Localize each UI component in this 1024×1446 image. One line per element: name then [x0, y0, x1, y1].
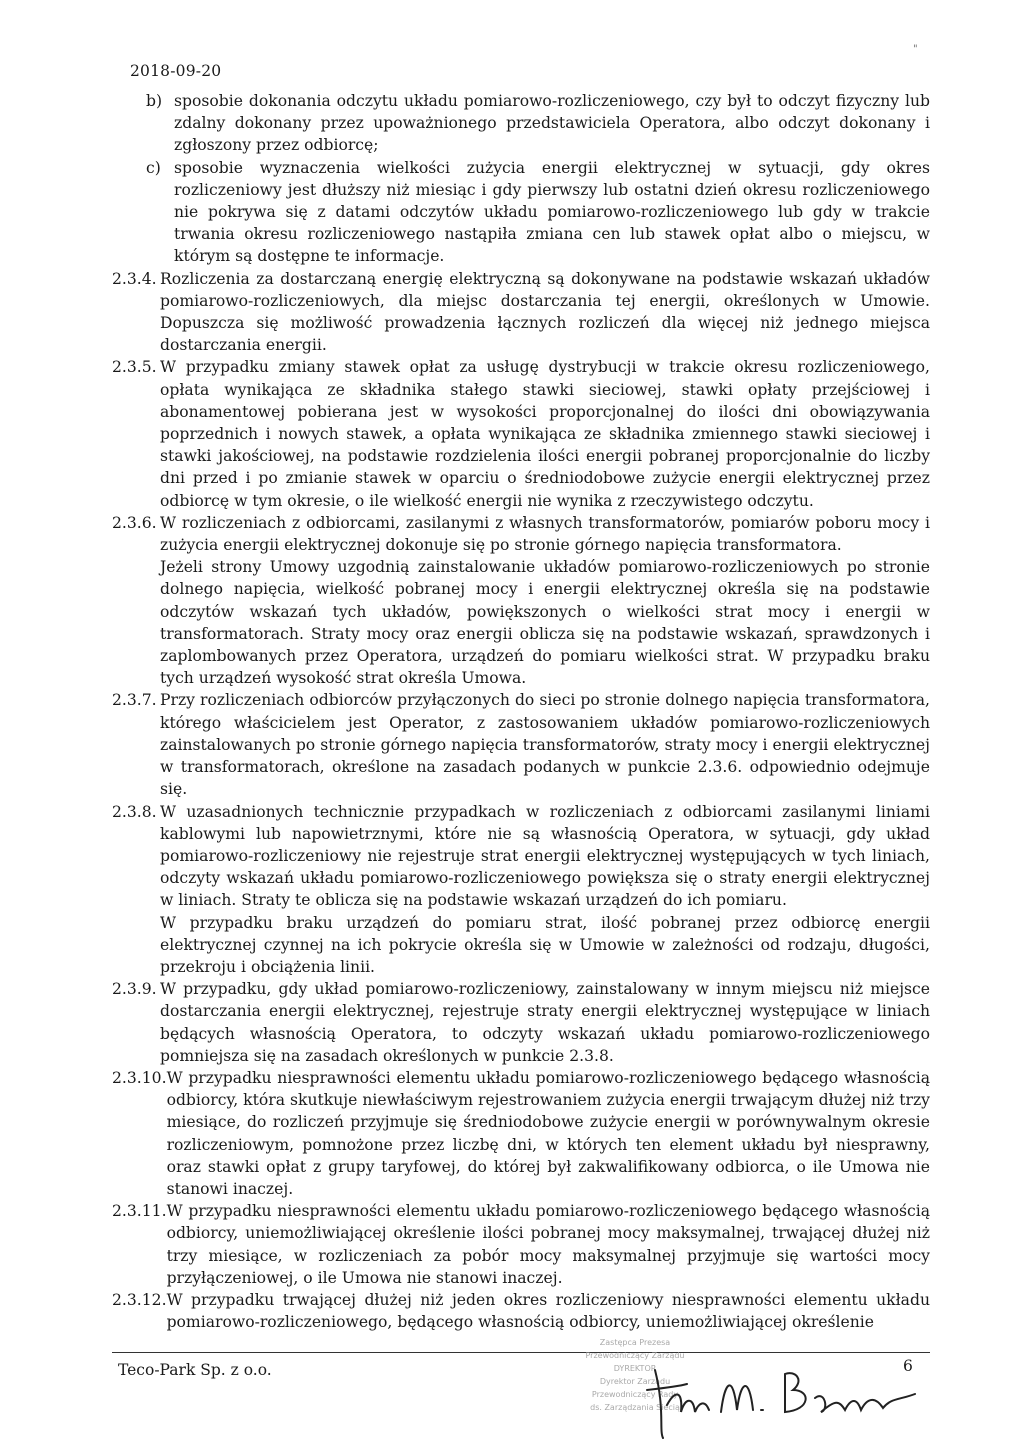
- sub-item-list: [112, 90, 930, 268]
- section-body: [167, 1289, 930, 1333]
- section-number: 2.3.6.: [112, 513, 157, 532]
- corner-mark: ": [913, 44, 918, 55]
- document-body: [112, 90, 930, 1333]
- footer-company: Teco-Park Sp. z o.o.: [118, 1361, 272, 1379]
- handwritten-signature: [625, 1350, 925, 1440]
- document-date: 2018-09-20: [130, 62, 222, 80]
- stamp-line: Przewodniczący Rady: [591, 1390, 679, 1399]
- section-item: [112, 1289, 930, 1333]
- sub-item-marker: c): [146, 158, 161, 177]
- section-body: [160, 978, 930, 1067]
- section-item: [112, 1067, 930, 1200]
- section-item: [112, 689, 930, 800]
- section-paragraph: W przypadku trwającej dłużej niż jeden okres rozliczeniowy niesprawności elementu układu pomiarowo-rozliczeniowego, będącego własnością odbiorcy, uniemożliwiającej określenie: [166, 1290, 930, 1332]
- section-list: [112, 268, 930, 1334]
- stamp-line: Przewodniczący Zarządu: [585, 1351, 685, 1360]
- stamp-line: ds. Zarządzania Siecią: [590, 1403, 680, 1412]
- section-paragraph: Jeżeli strony Umowy uzgodnią zainstalowanie układów pomiarowo-rozliczeniowych po stronie dolnego napięcia, wielkość pobranej mocy i energii elektrycznej określa się na podstawie odczytów wskazań tych układów, powiększonych o wielkości strat mocy i energii w transformatorach. Straty mocy oraz energii oblicza się na podstawie wskazań, sprawdzonych i zaplombowanych przez Operatora, urządzeń do pomiaru wielkości strat. W przypadku braku tych urządzeń wysokość strat określa Umowa.: [160, 558, 930, 688]
- section-paragraph: Rozliczenia za dostarczaną energię elektryczną są dokonywane na podstawie wskazań układów pomiarowo-rozliczeniowych, dla miejsc dostarczania tej energii, określonych w Umowie. Dopuszcza się możliwość prowadzenia łącznych rozliczeń dla więcej niż jednego miejsca dostarczania energii.: [160, 269, 930, 355]
- stamp-line: DYREKTOR: [613, 1364, 657, 1373]
- section-item: [112, 978, 930, 1067]
- section-body: [160, 356, 930, 511]
- section-body: [160, 801, 930, 979]
- section-body: [167, 1067, 930, 1200]
- stamp-line: Dyrektor Zarządu: [599, 1377, 671, 1386]
- section-number: 2.3.12.: [112, 1290, 167, 1309]
- sub-item-text: sposobie wyznaczenia wielkości zużycia energii elektrycznej w sytuacji, gdy okres rozliczeniowy jest dłuższy niż miesiąc i gdy pierwszy lub ostatni dzień okresu rozliczeniowego nie pokrywa się z datami odczytów układu pomiarowo-rozliczeniowego lub gdy w trakcie trwania okresu rozliczeniowego nastąpiła zmiana cen lub stawek opłat albo o miejscu, w którym są dostępne te informacje.: [174, 158, 930, 266]
- section-number: 2.3.7.: [112, 691, 157, 710]
- section-item: [112, 1200, 930, 1289]
- section-body: [160, 689, 930, 800]
- section-body: [160, 268, 930, 357]
- section-paragraph: W uzasadnionych technicznie przypadkach w rozliczeniach z odbiorcami zasilanymi liniami kablowymi lub napowietrznymi, które nie są własnością Operatora, w sytuacji, gdy układ pomiarowo-rozliczeniowy nie rejestruje strat energii elektrycznej występujących w tych liniach, odczyty wskazań układu pomiarowo-rozliczeniowego powiększa się o straty energii elektrycznej w liniach. Straty te oblicza się na podstawie wskazań urządzeń do ich pomiaru.: [160, 802, 930, 910]
- section-body: [160, 512, 930, 690]
- section-item: [112, 512, 930, 690]
- sub-item: [112, 157, 930, 268]
- section-paragraph: W przypadku braku urządzeń do pomiaru strat, ilość pobranej przez odbiorcę energii elektrycznej czynnej na ich pokrycie określa się w Umowie w zależności od rodzaju, długości, przekroju i obciążenia linii.: [160, 913, 930, 976]
- section-number: 2.3.11.: [112, 1202, 167, 1221]
- section-item: [112, 801, 930, 979]
- section-number: 2.3.8.: [112, 802, 157, 821]
- section-item: [112, 356, 930, 511]
- stamp-line: Zastępca Prezesa: [599, 1338, 671, 1347]
- section-number: 2.3.4.: [112, 269, 157, 288]
- section-paragraph: W przypadku, gdy układ pomiarowo-rozliczeniowy, zainstalowany w innym miejscu niż miejsce dostarczania energii elektrycznej, rejestruje straty energii elektrycznej występujące w liniach będących własnością Operatora, to odczyty wskazań układu pomiarowo-rozliczeniowego pomniejsza się na zasadach określonych w punkcie 2.3.8.: [160, 980, 930, 1065]
- page-number: 6: [903, 1357, 913, 1375]
- section-number: 2.3.10.: [112, 1068, 167, 1087]
- section-item: [112, 268, 930, 357]
- sub-item-marker: b): [146, 92, 163, 110]
- section-paragraph: W przypadku niesprawności elementu układu pomiarowo-rozliczeniowego będącego własnością odbiorcy, uniemożliwiającej określenie ilości pobranej mocy maksymalnej, trwającej dłużej niż trzy miesiące, w rozliczeniach za pobór mocy maksymalnej przyjmuje się wartości mocy przyłączeniowej, o ile Umowa nie stanowi inaczej.: [166, 1202, 930, 1287]
- section-number: 2.3.9.: [112, 980, 157, 999]
- section-paragraph: W przypadku zmiany stawek opłat za usługę dystrybucji w trakcie okresu rozliczeniowego, opłata wynikająca ze składnika stałego stawki sieciowej, stawki opłaty przejściowej i abonamentowej pobierana jest w wysokości proporcjonalnej do ilości dni obowiązywania poprzednich i nowych stawek, a opłata wynikająca ze składnika zmiennego stawki sieciowej i stawki jakościowej, na podstawie rozdzielenia ilości energii pobranej proporcjonalnie do liczby dni przed i po zmianie stawek w oparciu o średniodobowe zużycie energii elektrycznej przez odbiorcę w tym okresie, o ile wielkość energii nie wynika z rzeczywistego odczytu.: [160, 358, 930, 510]
- section-number: 2.3.5.: [112, 358, 157, 377]
- sub-item-text: sposobie dokonania odczytu układu pomiarowo-rozliczeniowego, czy był to odczyt fizyczny lub zdalny dokonany przez upoważnionego przedstawiciela Operatora, albo odczyt dokonany i zgłoszony przez odbiorcę;: [174, 92, 930, 155]
- sub-item: [112, 90, 930, 157]
- section-body: [167, 1200, 930, 1289]
- section-paragraph: Przy rozliczeniach odbiorców przyłączonych do sieci po stronie dolnego napięcia transformatora, którego właścicielem jest Operator, z zastosowaniem układów pomiarowo-rozliczeniowych zainstalowanych po stronie górnego napięcia transformatorów, straty mocy i energii elektrycznej w transformatorach, określone na zasadach podanych w punkcie 2.3.6. odpowiednio odejmuje się.: [160, 691, 930, 799]
- section-paragraph: W rozliczeniach z odbiorcami, zasilanymi z własnych transformatorów, pomiarów poboru mocy i zużycia energii elektrycznej dokonuje się po stronie górnego napięcia transformatora.: [160, 513, 930, 555]
- section-paragraph: W przypadku niesprawności elementu układu pomiarowo-rozliczeniowego będącego własnością odbiorcy, która skutkuje niewłaściwym rejestrowaniem zużycia energii trwającym dłużej niż trzy miesiące, do rozliczeń przyjmuje się średniodobowe zużycie energii w porównywalnym okresie rozliczeniowym, pomnożone przez liczbę dni, w których ten element układu był niesprawny, oraz stawki opłat z grupy taryfowej, do której był zakwalifikowany odbiorca, o ile Umowa nie stanowi inaczej.: [166, 1068, 930, 1198]
